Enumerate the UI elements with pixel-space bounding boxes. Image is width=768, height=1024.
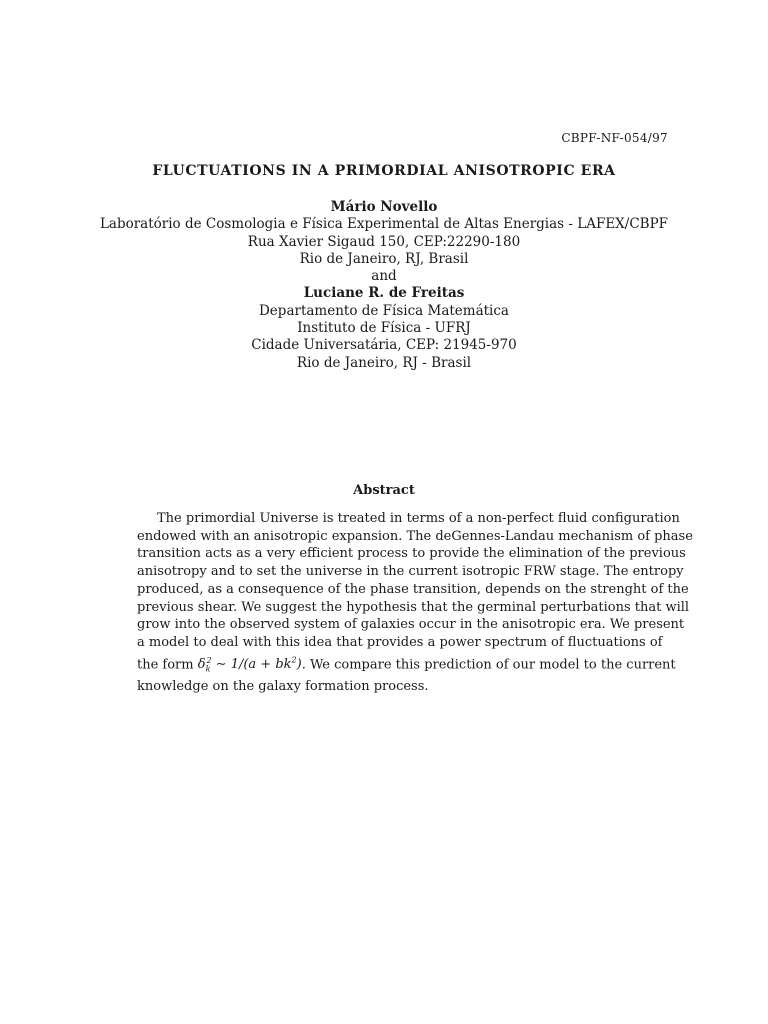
- spectrum-formula: $\delta_k^2$ ∼ $1/(a + bk^2)$: [197, 655, 302, 674]
- author-conjunction: and: [371, 268, 397, 285]
- affiliation-1-line-1: Laboratório de Cosmologia e Física Experimental de Altas Energias - LAFEX/CBPF: [99, 216, 669, 233]
- abstract-line: The primordial Universe is treated in terms of a non-perfect fluid configuration: [157, 511, 680, 526]
- abstract-line: transition acts as a very efficient process to provide the elimination of the previous: [137, 546, 686, 562]
- abstract-line: grow into the observed system of galaxies occur in the anisotropic era. We present: [137, 617, 685, 633]
- formula-prefix: the form: [137, 656, 194, 672]
- abstract-line: anisotropy and to set the universe in the current isotropic FRW stage. The entropy: [137, 564, 684, 580]
- abstract-line: knowledge on the galaxy formation process.: [137, 679, 429, 695]
- abstract-heading: Abstract: [353, 483, 415, 498]
- abstract-formula-line: [137, 652, 676, 679]
- affiliation-2-line-3: Cidade Universatária, CEP: 21945-970: [251, 337, 517, 354]
- affiliation-1-line-3: Rio de Janeiro, RJ, Brasil: [299, 250, 469, 267]
- abstract-line: previous shear. We suggest the hypothesis that the germinal perturbations that will: [137, 599, 690, 615]
- formula-suffix: . We compare this prediction of our model to the current: [301, 656, 676, 672]
- abstract-line: a model to deal with this idea that provides a power spectrum of fluctuations of: [137, 634, 663, 650]
- affiliation-2-line-1: Departamento de Física Matemática: [258, 302, 509, 319]
- paper-title: FLUCTUATIONS IN A PRIMORDIAL ANISOTROPIC ERA: [152, 163, 616, 179]
- abstract-line: produced, as a consequence of the phase transition, depends on the strenght of the: [137, 581, 689, 597]
- affiliation-2-line-2: Instituto de Física - UFRJ: [297, 320, 471, 337]
- abstract-line: endowed with an anisotropic expansion. The deGennes-Landau mechanism of phase: [137, 528, 693, 544]
- affiliation-2-line-4: Rio de Janeiro, RJ - Brasil: [296, 354, 472, 371]
- authors-block: [0, 199, 768, 372]
- affiliation-1-line-2: Rua Xavier Sigaud 150, CEP:22290-180: [247, 233, 521, 250]
- abstract-body: [137, 510, 693, 696]
- report-number: CBPF-NF-054/97: [561, 131, 668, 145]
- author-name-2: Luciane R. de Freitas: [303, 285, 465, 302]
- author-name-1: Mário Novello: [330, 199, 438, 215]
